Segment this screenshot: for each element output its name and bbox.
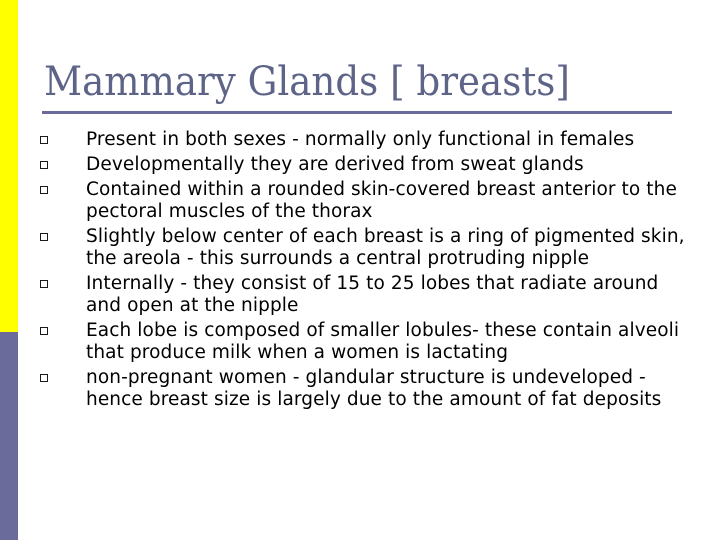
square-bullet-icon — [40, 161, 48, 169]
bullet-text: Present in both sexes - normally only functional in females — [86, 129, 635, 150]
list-item — [36, 154, 696, 176]
list-item — [36, 320, 696, 364]
square-bullet-icon — [40, 374, 48, 382]
sidebar-yellow-segment — [0, 0, 18, 332]
bullet-text: Contained within a rounded skin-covered breast anterior to the pectoral muscles of the thorax — [86, 179, 677, 222]
list-item — [36, 273, 696, 317]
slide-title: Mammary Glands [ breasts] — [44, 59, 570, 105]
square-bullet-icon — [40, 186, 48, 194]
square-bullet-icon — [40, 136, 48, 144]
list-item — [36, 226, 696, 270]
square-bullet-icon — [40, 327, 48, 335]
list-item — [36, 179, 696, 223]
sidebar-accent-bar — [0, 0, 18, 540]
title-underline-rule — [42, 111, 672, 114]
bullet-text: non-pregnant women - glandular structure is undeveloped - hence breast size is largely due to the amount of fat deposits — [86, 367, 662, 410]
bullet-text: Internally - they consist of 15 to 25 lobes that radiate around and open at the nipple — [86, 273, 659, 316]
bullet-text: Slightly below center of each breast is a ring of pigmented skin, the areola - this surrounds a central protruding nipple — [86, 226, 685, 269]
square-bullet-icon — [40, 280, 48, 288]
bullet-list — [36, 129, 696, 414]
list-item — [36, 367, 696, 411]
list-item — [36, 129, 696, 151]
bullet-text: Developmentally they are derived from sweat glands — [86, 154, 584, 175]
square-bullet-icon — [40, 233, 48, 241]
sidebar-purple-segment — [0, 332, 18, 540]
bullet-text: Each lobe is composed of smaller lobules- these contain alveoli that produce milk when a women is lactating — [86, 320, 680, 363]
